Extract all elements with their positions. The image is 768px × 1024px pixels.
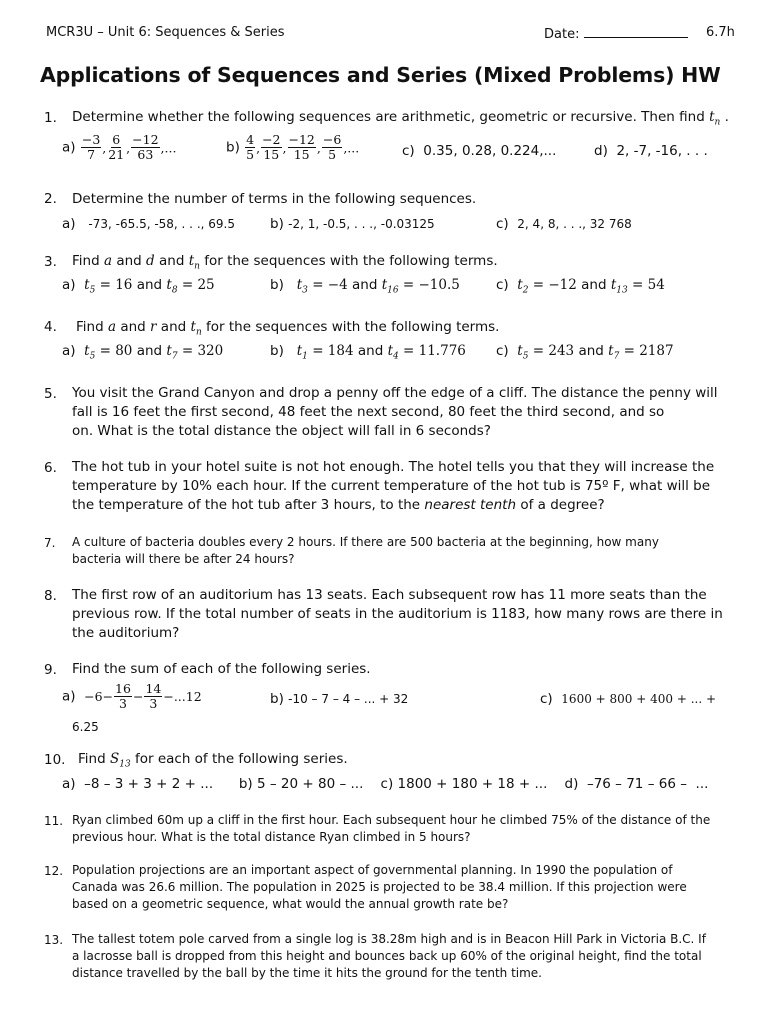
q1a-term: $\frac{-12}{63}$ bbox=[132, 132, 159, 162]
q2-part-c bbox=[496, 216, 632, 232]
q4-part-a: a) $t_5 = 80$ and $t_7 = 320$ bbox=[62, 343, 224, 362]
q4-text: Find a and r and $t_n$ for the sequences with the following terms. bbox=[76, 319, 500, 338]
q1a-sequence: $\frac{-3}{7}$ , $\frac{6}{21}$ , $\frac{-12}{63}$ ,... bbox=[81, 132, 177, 162]
q1a-term: $\frac{6}{21}$ bbox=[108, 132, 125, 162]
page-title: Applications of Sequences and Series (Mixed Problems) HW bbox=[40, 63, 721, 87]
q11-text: Ryan climbed 60m up a cliff in the first hour. Each subsequent hour he climbed 75% of the distance of the previous hour. What is the total distance Ryan climbed in 5 hours? bbox=[72, 813, 711, 844]
q1b-sequence: $\frac{4}{5}$ , $\frac{-2}{15}$ , $\frac{-12}{15}$ , $\frac{-6}{5}$ ,... bbox=[246, 132, 360, 162]
q1b-term: $\frac{4}{5}$ bbox=[246, 132, 255, 162]
q1-part-a bbox=[62, 133, 176, 162]
q9-part-c: c) 1600 + 800 + 400 + ... + bbox=[540, 691, 717, 707]
q5-text: You visit the Grand Canyon and drop a penny off the edge of a cliff. The distance the penny will fall is 16 feet the first second, 48 feet the next second, 80 feet the third second, and so on. What is the total distance the object will fall in 6 seconds? bbox=[72, 385, 718, 439]
date-blank bbox=[584, 25, 688, 38]
q2a-sequence: -73, -65.5, -58, . . ., 69.5 bbox=[88, 217, 235, 231]
q2a-label: a) bbox=[62, 216, 76, 232]
q12-number: 12. bbox=[44, 864, 64, 878]
q1d-label: d) bbox=[594, 143, 608, 159]
q10-number: 10. bbox=[44, 752, 66, 768]
q2b-label: b) bbox=[270, 216, 284, 232]
q1c-sequence: 0.35, 0.28, 0.224,... bbox=[423, 143, 557, 159]
q2c-label: c) bbox=[496, 216, 509, 232]
q4-part-b: b) $t_1 = 184$ and $t_4 = 11.776$ bbox=[270, 343, 466, 362]
lesson-number: 6.7h bbox=[706, 25, 735, 40]
course-header: MCR3U – Unit 6: Sequences & Series bbox=[46, 25, 285, 40]
q13-text: The tallest totem pole carved from a single log is 38.28m high and is in Beacon Hill Park in Victoria B.C. If a lacrosse ball is dropped from this height and bounces back up 60% of the original height, find the total distance travelled by the ball by the time it hits the ground for the tenth time. bbox=[72, 932, 706, 980]
q8-text: The first row of an auditorium has 13 seats. Each subsequent row has 11 more seats than the previous row. If the total number of seats in the auditorium is 1183, how many rows are there in the auditorium? bbox=[72, 587, 723, 641]
q12-text: Population projections are an important aspect of governmental planning. In 1990 the population of Canada was 26.6 million. The population in 2025 is projected to be 38.4 million. If this projection were based on a geometric sequence, what would the annual growth rate be? bbox=[72, 863, 687, 911]
q6-text: The hot tub in your hotel suite is not hot enough. The hotel tells you that they will increase the temperature by 10% each hour. If the current temperature of the hot tub is 75º F, what will be the temperature of the hot tub after 3 hours, to the nearest tenth of a degree? bbox=[72, 459, 715, 513]
q11-number: 11. bbox=[44, 814, 64, 828]
q9-text: Find the sum of each of the following series. bbox=[72, 661, 371, 677]
q1-part-d bbox=[594, 143, 708, 159]
q1-number: 1. bbox=[44, 110, 57, 126]
q2c-sequence: 2, 4, 8, . . ., 32 768 bbox=[517, 217, 632, 231]
q1b-label: b) bbox=[226, 139, 240, 156]
q1c-label: c) bbox=[402, 143, 415, 159]
q7-text: A culture of bacteria doubles every 2 hours. If there are 500 bacteria at the beginning, how many bacteria will there be after 24 hours? bbox=[72, 535, 659, 566]
q3-number: 3. bbox=[44, 254, 57, 270]
q1b-term: $\frac{-6}{5}$ bbox=[322, 132, 342, 162]
q7-number: 7. bbox=[44, 536, 56, 550]
q1b-term: $\frac{-12}{15}$ bbox=[288, 132, 315, 162]
q5-number: 5. bbox=[44, 386, 57, 402]
q2-part-a bbox=[62, 216, 235, 232]
q6-number: 6. bbox=[44, 460, 57, 476]
q1b-term: $\frac{-2}{15}$ bbox=[262, 132, 281, 162]
q3-part-c: c) $t_2 = -12$ and $t_{13} = 54$ bbox=[496, 277, 665, 296]
tn-symbol: $t_n$ bbox=[709, 109, 721, 128]
q1a-term: $\frac{-3}{7}$ bbox=[81, 132, 101, 162]
q4-number: 4. bbox=[44, 319, 57, 335]
q9-number: 9. bbox=[44, 662, 57, 678]
q1-part-b bbox=[226, 133, 359, 162]
q3-text: Find a and d and $t_n$ for the sequences with the following terms. bbox=[72, 253, 498, 272]
date-label: Date: bbox=[544, 27, 580, 42]
q2-part-b bbox=[270, 216, 435, 232]
q3-part-a: a) $t_5 = 16$ and $t_8 = 25$ bbox=[62, 277, 215, 296]
q2b-sequence: -2, 1, -0.5, . . ., -0.03125 bbox=[288, 217, 435, 231]
q13-number: 13. bbox=[44, 933, 64, 947]
date-field bbox=[544, 25, 688, 42]
q1-text: Determine whether the following sequences are arithmetic, geometric or recursive. Then find $t_n$ . bbox=[72, 109, 729, 128]
q10-text: Find $S_{13}$ for each of the following series. bbox=[78, 751, 348, 770]
q9-part-a: a) −6− $\frac{16}{3}$ − $\frac{14}{3}$ −...12 bbox=[62, 681, 202, 711]
q2-number: 2. bbox=[44, 191, 57, 207]
q1d-sequence: 2, -7, -16, . . . bbox=[616, 143, 708, 159]
q8-number: 8. bbox=[44, 588, 57, 604]
q9-wrap-text: 6.25 bbox=[72, 720, 99, 734]
q2-text: Determine the number of terms in the following sequences. bbox=[72, 191, 477, 207]
q1-text-main: Determine whether the following sequences are arithmetic, geometric or recursive. Then find bbox=[72, 109, 705, 125]
q9-part-b: b) -10 – 7 – 4 – ... + 32 bbox=[270, 691, 409, 707]
q1a-label: a) bbox=[62, 139, 76, 156]
q3-part-b: b) $t_3 = -4$ and $t_{16} = -10.5$ bbox=[270, 277, 460, 296]
q4-part-c: c) $t_5 = 243$ and $t_7 = 2187$ bbox=[496, 343, 674, 362]
q1-part-c bbox=[402, 143, 556, 159]
q10-parts: a) –8 – 3 + 3 + 2 + ... b) 5 – 20 + 80 – ... c) 1800 + 180 + 18 + ... d) –76 – 71 – 66 – ... bbox=[62, 776, 709, 792]
